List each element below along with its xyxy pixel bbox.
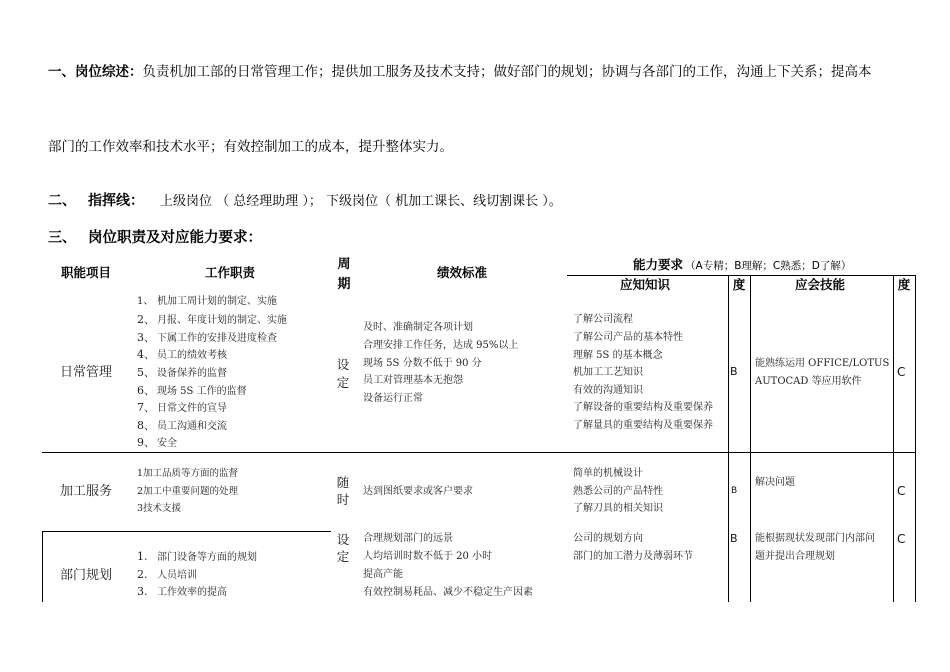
duty-number: 2. [137,568,148,581]
knowledge-degree: B [730,532,738,545]
performance-item: 合理规划部门的远景 [363,533,453,544]
duty-text: 机加工周计划的制定、实施 [157,296,277,307]
function-label: 加工服务 [59,484,113,499]
duty-number: 4、 [137,348,155,361]
duty-item [137,585,227,599]
header-performance: 绩效标准 [436,265,488,280]
header-duties: 工作职责 [204,265,256,280]
table-rule [42,531,331,532]
table-rule [42,531,43,602]
duty-number: 1. [137,550,148,563]
duty-number: 9、 [137,436,155,449]
duty-item [137,366,227,380]
section-1-text: 负责机加工部的日常管理工作；提供加工服务及技术支持；做好部门的规划；协调与各部门的工作，沟通上下关系；提高本 [142,64,872,80]
duty-text: 加工品质等方面的监督 [143,468,239,479]
header-knowledge: 应知知识 [619,277,671,292]
knowledge-item: 部门的加工潜力及薄弱环节 [573,551,693,562]
cycle-char: 设 [336,532,350,547]
knowledge-degree: B [731,486,738,496]
section-3-heading: 岗位职责及对应能力要求： [88,230,262,246]
skill-degree: C [897,484,906,498]
cycle-char: 设 [336,357,350,372]
skill-degree: C [897,365,906,379]
duty-text: 人员培训 [157,570,197,581]
knowledge-item: 了解刀具的相关知识 [573,503,663,514]
header-ability [633,258,851,272]
performance-item: 提高产能 [363,569,403,580]
knowledge-item: 了解公司流程 [573,314,633,325]
duty-item [137,384,247,398]
duty-item [137,401,227,415]
duty-item [137,568,197,582]
duty-number: 5、 [137,366,155,379]
duty-text: 工作效率的提高 [157,587,227,598]
duty-number: 7、 [137,401,155,414]
knowledge-item: 熟悉公司的产品特性 [573,486,663,497]
performance-item: 人均培训时数不低于 20 小时 [363,551,493,562]
duty-number: 1、 [137,296,154,307]
table-rule [567,275,916,276]
knowledge-degree: B [730,365,738,378]
header-ability-note: （A专精；B理解；C熟悉；D了解） [685,260,852,272]
performance-item: 员工对管理基本无抱怨 [363,375,463,386]
skill-item: 题并提出合理规划 [755,551,835,562]
duty-item [137,467,238,481]
duty-text: 加工中重要问题的处理 [143,486,239,497]
performance-item: 设备运行正常 [363,393,423,404]
duty-text: 员工的绩效考核 [157,350,227,361]
duty-item [137,331,277,345]
header-cycle-char: 期 [337,277,351,292]
duty-text: 部门设备等方面的规划 [157,552,257,563]
section-3-number: 三、 [48,230,76,246]
section-2-text: 上级岗位 （ 总经理助理 ）； 下级岗位（ 机加工课长、线切割课长 ）。 [160,194,562,209]
knowledge-item: 公司的规划方向 [573,533,643,544]
section-1-heading: 一、岗位综述： [48,64,143,80]
header-knowledge-degree: 度 [732,277,746,292]
cycle-char: 定 [336,375,350,390]
table-rule [750,275,751,602]
skill-item: 能根据现状发现部门内部问 [755,533,875,544]
duty-text: 下属工作的安排及进度检查 [157,333,277,344]
knowledge-item: 理解 5S 的基本概念 [573,350,663,361]
table-rule [42,452,916,453]
header-ability-title: 能力要求 [633,257,684,272]
knowledge-item: 了解量具的重要结构及重要保养 [573,420,713,431]
performance-item: 达到图纸要求或客户要求 [363,486,473,497]
duty-item [137,295,277,309]
section-1-line-2: 部门的工作效率和技术水平；有效控制加工的成本，提升整体实力。 [48,139,453,155]
duty-item [137,348,227,362]
performance-item: 现场 5S 分数不低于 90 分 [363,358,482,369]
duty-item [137,550,257,564]
function-label: 日常管理 [59,365,113,380]
cycle-char: 定 [336,549,350,564]
duty-number: 2 [137,486,144,497]
duty-text: 员工沟通和交流 [157,421,227,432]
knowledge-item: 简单的机械设计 [573,468,643,479]
duty-number: 3、 [137,331,155,344]
cycle-char: 时 [336,492,350,507]
knowledge-item: 机加工工艺知识 [573,367,643,378]
duty-item [137,502,181,516]
section-2-heading: 指挥线： [88,193,144,209]
knowledge-item: 了解设备的重要结构及重要保养 [573,402,713,413]
header-cycle-char: 周 [337,257,351,272]
performance-item: 合理安排工作任务，达成 95%以上 [363,340,519,351]
skill-degree: C [897,532,906,546]
performance-item: 及时、准确制定各项计划 [363,322,473,333]
performance-item: 有效控制易耗品、减少不稳定生产因素 [363,587,533,598]
duty-text: 月报、年度计划的制定、实施 [157,315,287,326]
duty-text: 安全 [157,438,177,449]
duty-item [137,485,238,499]
section-1-line-1 [48,65,872,80]
duty-text: 技术支援 [143,503,182,514]
duty-item [137,313,287,327]
duty-number: 3. [137,585,148,598]
header-skill: 应会技能 [794,277,846,292]
table-rule [893,275,894,602]
header-function: 职能项目 [60,265,112,280]
cycle-char: 随 [336,475,350,490]
duty-number: 3 [137,503,144,514]
duty-number: 2、 [137,313,155,326]
section-2-number: 二、 [48,193,76,209]
header-skill-degree: 度 [897,277,911,292]
knowledge-item: 有效的沟通知识 [573,385,643,396]
duty-text: 日常文件的宣导 [157,403,227,414]
skill-item: 解决问题 [755,477,795,488]
skill-item: 能熟练运用 OFFICE/LOTUS [755,358,890,369]
duty-item [137,419,227,433]
knowledge-item: 了解公司产品的基本特性 [573,332,683,343]
duty-item [137,436,177,450]
table-rule [915,275,916,602]
duty-text: 设备保养的监督 [157,368,227,379]
duty-number: 6、 [137,384,155,397]
duty-number: 8、 [137,419,155,432]
duty-number: 1 [137,468,144,479]
duty-text: 现场 5S 工作的监督 [157,386,247,397]
function-label: 部门规划 [59,568,113,583]
skill-item: AUTOCAD 等应用软件 [755,376,862,387]
table-rule [728,275,729,602]
